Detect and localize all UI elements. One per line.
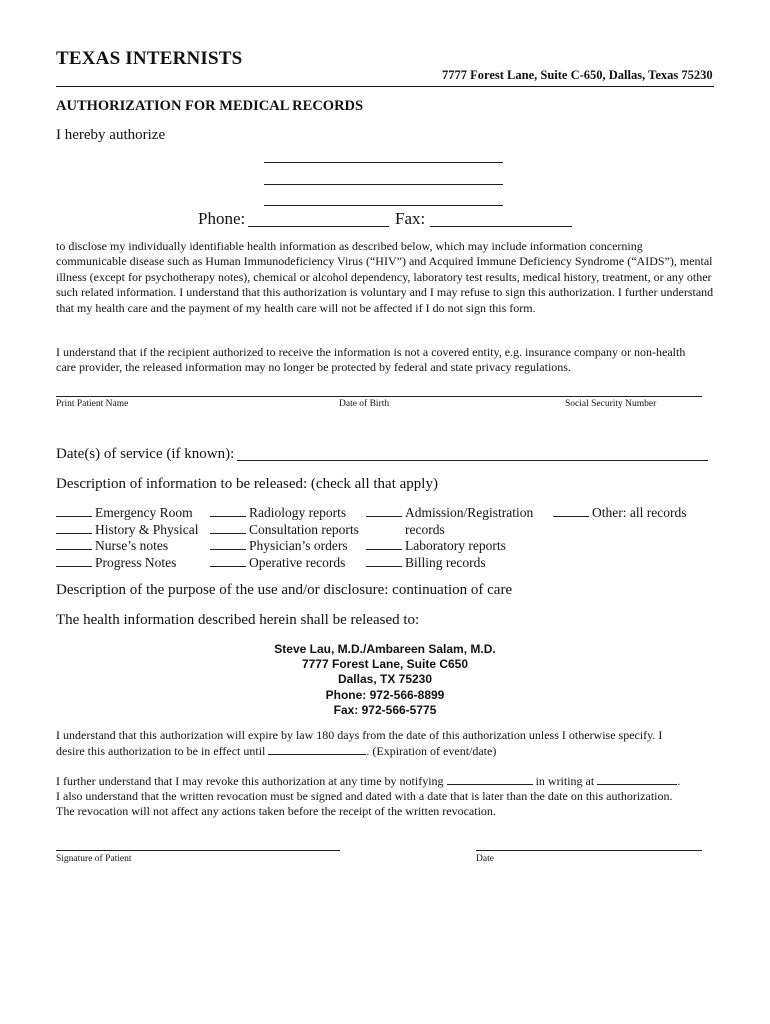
recipient-fax: Fax: 972-566-5775 (333, 702, 437, 717)
check-blank[interactable] (366, 506, 402, 517)
checkbox-physicians-orders[interactable] (210, 538, 359, 555)
expiration-date-field[interactable] (268, 743, 366, 755)
recipient-city: Dallas, TX 75230 (337, 672, 433, 687)
checkbox-label: Nurse’s notes (95, 538, 169, 553)
checkbox-label: Radiology reports (249, 505, 347, 520)
revocation-line-3: The revocation will not affect any actions taken before the receipt of the written revocation. (56, 804, 496, 818)
checkbox-radiology-reports[interactable] (210, 505, 359, 522)
signature-date-field[interactable] (476, 850, 702, 851)
fax-field[interactable] (430, 226, 572, 227)
checkbox-label: Operative records (249, 554, 346, 570)
recipient-paragraph: I understand that if the recipient authorized to receive the information is not a covered entity, e.g. insurance company or non-health care provider, the released information may no longer be protected by federal and state privacy regulations. (56, 345, 686, 375)
checkbox-consultation-reports[interactable] (210, 522, 359, 539)
practice-name: TEXAS INTERNISTS (56, 48, 243, 69)
header-divider (56, 86, 714, 87)
checkbox-label: History & Physical (95, 521, 199, 537)
check-blank[interactable] (210, 506, 246, 517)
date-label: Date (476, 854, 494, 864)
revocation-address-field[interactable] (597, 773, 677, 785)
checkbox-admission-registration[interactable] (366, 505, 533, 522)
checkbox-label: Emergency Room (95, 505, 193, 520)
authorized-party-line-2[interactable] (264, 184, 503, 185)
phone-field[interactable] (248, 226, 389, 227)
checkbox-label: Progress Notes (95, 554, 177, 570)
description-label: Description of information to be released: (check all that apply) (56, 476, 438, 492)
checkbox-operative-records[interactable] (210, 555, 359, 572)
checklist-col-1 (56, 505, 199, 571)
checkbox-other-all-records[interactable] (553, 505, 686, 522)
check-blank[interactable] (56, 523, 92, 534)
checkbox-label: Physician’s orders (249, 538, 348, 553)
expiration-line-1: I understand that this authorization will expire by law 180 days from the date of this authorization unless I otherwise specify. I (56, 728, 663, 742)
phone-label: Phone: (198, 209, 246, 228)
checkbox-label: Laboratory reports (405, 538, 506, 553)
authorized-party-line-1[interactable] (264, 162, 503, 163)
checkbox-admission-records-cont (366, 522, 533, 539)
expiration-line-2 (56, 743, 496, 759)
ssn-label: Social Security Number (565, 399, 657, 409)
check-blank[interactable] (553, 506, 589, 517)
checkbox-laboratory-reports[interactable] (366, 538, 533, 555)
check-blank[interactable] (366, 539, 402, 550)
checkbox-label: Admission/Registration (405, 505, 534, 520)
patient-signature-field[interactable] (56, 850, 340, 851)
fax-label: Fax: (395, 209, 426, 228)
form-title: AUTHORIZATION FOR MEDICAL RECORDS (56, 98, 364, 114)
revocation-period: . (677, 774, 681, 788)
checkbox-emergency-room[interactable] (56, 505, 199, 522)
dates-of-service-field[interactable] (237, 460, 708, 461)
release-to-label: The health information described herein shall be released to: (56, 612, 420, 628)
checkbox-history-physical[interactable] (56, 522, 199, 539)
date-of-birth-label: Date of Birth (339, 399, 390, 409)
revocation-line-2: I also understand that the written revocation must be signed and dated with a date that is later than the date on this authorization. (56, 789, 673, 803)
expiration-suffix: . (Expiration of event/date) (366, 744, 497, 758)
recipient-phone: Phone: 972-566-8899 (325, 687, 445, 702)
checklist-col-3 (366, 505, 533, 571)
check-blank[interactable] (56, 539, 92, 550)
recipient-street: 7777 Forest Lane, Suite C650 (301, 657, 469, 672)
purpose-line: Description of the purpose of the use and/or disclosure: continuation of care (56, 582, 513, 598)
check-blank[interactable] (366, 556, 402, 567)
authorize-label: I hereby authorize (56, 127, 166, 143)
checkbox-label: records (405, 521, 445, 537)
expiration-text: desire this authorization to be in effect until (56, 744, 266, 758)
checklist-col-2 (210, 505, 359, 571)
authorized-party-line-3[interactable] (264, 205, 503, 206)
revocation-text-mid: in writing at (535, 774, 595, 788)
check-blank[interactable] (210, 523, 246, 534)
check-blank[interactable] (56, 506, 92, 517)
print-patient-name-label: Print Patient Name (56, 399, 129, 409)
disclosure-paragraph: to disclose my individually identifiable health information as described below, which may include information concerning communicable disease such as Human Immunodeficiency Virus (“HIV”) and Acquired Immune Deficiency Syndrome (“AIDS”), mental illness (except for psychotherapy notes), chemical or alcohol dependency, laboratory test results, medical history, treatment, or any other such related information. I understand that this authorization is voluntary and I may refuse to sign this authorization. I further understand that my health care and the payment of my health care will not be affected if I do not sign this form. (56, 239, 714, 315)
signature-of-patient-label: Signature of Patient (56, 854, 132, 864)
check-blank[interactable] (210, 539, 246, 550)
recipient-block (185, 642, 585, 718)
dates-of-service-label: Date(s) of service (if known): (56, 446, 235, 462)
checkbox-progress-notes[interactable] (56, 555, 199, 572)
check-blank[interactable] (210, 556, 246, 567)
revocation-line-1 (56, 773, 680, 789)
practice-address: 7777 Forest Lane, Suite C-650, Dallas, Texas 75230 (442, 68, 713, 82)
check-blank[interactable] (56, 556, 92, 567)
patient-info-line[interactable] (56, 396, 702, 397)
checkbox-label: Billing records (405, 554, 486, 570)
checkbox-label: Other: all records (592, 505, 687, 520)
revocation-notify-field[interactable] (447, 773, 533, 785)
checklist-col-4 (553, 505, 686, 522)
checkbox-label: Consultation reports (249, 521, 359, 537)
revocation-text: I further understand that I may revoke this authorization at any time by notifying (56, 774, 444, 788)
checkbox-billing-records[interactable] (366, 555, 533, 572)
recipient-names: Steve Lau, M.D./Ambareen Salam, M.D. (274, 642, 496, 656)
checkbox-nurses-notes[interactable] (56, 538, 199, 555)
